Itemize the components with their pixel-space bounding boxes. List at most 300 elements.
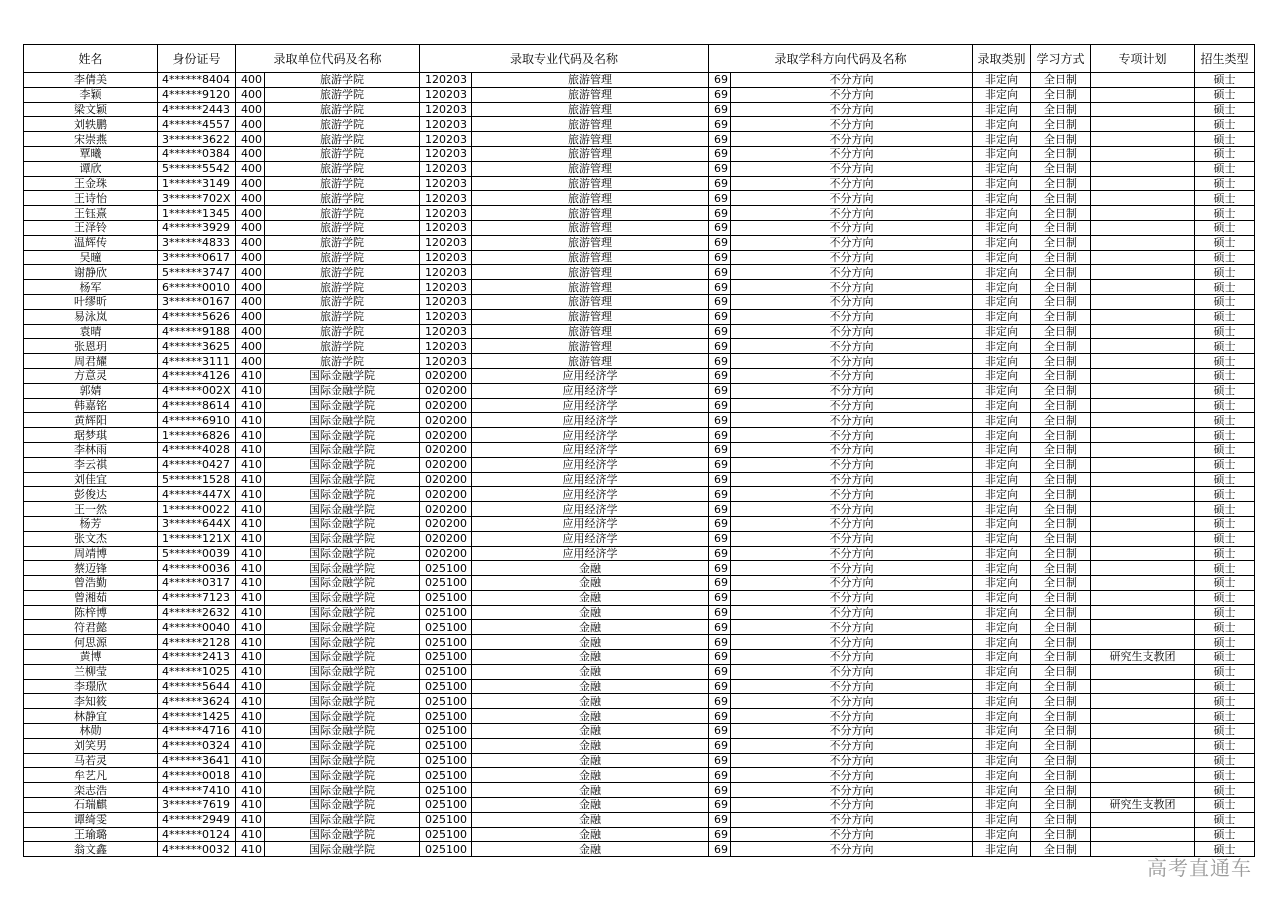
table-row bbox=[24, 620, 1255, 635]
study-mode: 全日制 bbox=[1031, 546, 1091, 561]
unit-name: 国际金融学院 bbox=[265, 753, 420, 768]
student-name: 马若灵 bbox=[24, 753, 158, 768]
id-number: 3******0617 bbox=[158, 250, 236, 265]
study-mode: 全日制 bbox=[1031, 827, 1091, 842]
special-plan bbox=[1091, 339, 1195, 354]
study-mode: 全日制 bbox=[1031, 383, 1091, 398]
major-code: 120203 bbox=[420, 309, 472, 324]
direction-name: 不分方向 bbox=[731, 413, 973, 428]
special-plan bbox=[1091, 265, 1195, 280]
major-name: 金融 bbox=[472, 738, 709, 753]
direction-name: 不分方向 bbox=[731, 738, 973, 753]
id-number: 4******5626 bbox=[158, 309, 236, 324]
direction-code: 69 bbox=[709, 102, 731, 117]
direction-code: 69 bbox=[709, 442, 731, 457]
direction-code: 69 bbox=[709, 664, 731, 679]
direction-code: 69 bbox=[709, 561, 731, 576]
study-mode: 全日制 bbox=[1031, 250, 1091, 265]
direction-code: 69 bbox=[709, 368, 731, 383]
major-code: 120203 bbox=[420, 132, 472, 147]
unit-code: 400 bbox=[236, 102, 265, 117]
enroll-type: 硕士 bbox=[1195, 576, 1255, 591]
unit-code: 410 bbox=[236, 590, 265, 605]
enroll-type: 硕士 bbox=[1195, 620, 1255, 635]
study-mode: 全日制 bbox=[1031, 457, 1091, 472]
study-mode: 全日制 bbox=[1031, 753, 1091, 768]
special-plan bbox=[1091, 561, 1195, 576]
unit-code: 410 bbox=[236, 516, 265, 531]
student-name: 彭俊达 bbox=[24, 487, 158, 502]
major-code: 120203 bbox=[420, 146, 472, 161]
major-code: 025100 bbox=[420, 679, 472, 694]
direction-name: 不分方向 bbox=[731, 753, 973, 768]
student-name: 张恩玥 bbox=[24, 339, 158, 354]
admission-category: 非定向 bbox=[973, 620, 1031, 635]
major-code: 020200 bbox=[420, 398, 472, 413]
unit-code: 410 bbox=[236, 768, 265, 783]
table-row bbox=[24, 339, 1255, 354]
study-mode: 全日制 bbox=[1031, 531, 1091, 546]
enroll-type: 硕士 bbox=[1195, 161, 1255, 176]
major-name: 旅游管理 bbox=[472, 294, 709, 309]
direction-code: 69 bbox=[709, 309, 731, 324]
unit-name: 旅游学院 bbox=[265, 161, 420, 176]
major-name: 旅游管理 bbox=[472, 265, 709, 280]
student-name: 温辉传 bbox=[24, 235, 158, 250]
direction-code: 69 bbox=[709, 220, 731, 235]
student-name: 黄辉阳 bbox=[24, 413, 158, 428]
special-plan bbox=[1091, 294, 1195, 309]
special-plan bbox=[1091, 576, 1195, 591]
special-plan bbox=[1091, 502, 1195, 517]
enroll-type: 硕士 bbox=[1195, 324, 1255, 339]
id-number: 4******9188 bbox=[158, 324, 236, 339]
direction-code: 69 bbox=[709, 354, 731, 369]
study-mode: 全日制 bbox=[1031, 191, 1091, 206]
student-name: 李知筱 bbox=[24, 694, 158, 709]
enroll-type: 硕士 bbox=[1195, 413, 1255, 428]
major-code: 120203 bbox=[420, 265, 472, 280]
header-major: 录取专业代码及名称 bbox=[420, 45, 709, 73]
watermark-text: 高考直通车 bbox=[1147, 856, 1252, 880]
enroll-type: 硕士 bbox=[1195, 694, 1255, 709]
student-name: 李颖 bbox=[24, 87, 158, 102]
major-code: 020200 bbox=[420, 487, 472, 502]
student-name: 谢静欣 bbox=[24, 265, 158, 280]
special-plan bbox=[1091, 87, 1195, 102]
direction-name: 不分方向 bbox=[731, 102, 973, 117]
study-mode: 全日制 bbox=[1031, 146, 1091, 161]
admission-category: 非定向 bbox=[973, 502, 1031, 517]
admission-category: 非定向 bbox=[973, 531, 1031, 546]
unit-code: 400 bbox=[236, 220, 265, 235]
enroll-type: 硕士 bbox=[1195, 827, 1255, 842]
major-name: 金融 bbox=[472, 635, 709, 650]
special-plan bbox=[1091, 250, 1195, 265]
student-name: 蔡迈锋 bbox=[24, 561, 158, 576]
study-mode: 全日制 bbox=[1031, 635, 1091, 650]
major-code: 020200 bbox=[420, 442, 472, 457]
id-number: 4******8614 bbox=[158, 398, 236, 413]
major-code: 120203 bbox=[420, 161, 472, 176]
major-code: 020200 bbox=[420, 472, 472, 487]
direction-name: 不分方向 bbox=[731, 812, 973, 827]
student-name: 兰柳莹 bbox=[24, 664, 158, 679]
special-plan bbox=[1091, 472, 1195, 487]
direction-name: 不分方向 bbox=[731, 235, 973, 250]
direction-code: 69 bbox=[709, 73, 731, 88]
unit-code: 400 bbox=[236, 354, 265, 369]
admission-category: 非定向 bbox=[973, 265, 1031, 280]
special-plan bbox=[1091, 812, 1195, 827]
id-number: 4******3624 bbox=[158, 694, 236, 709]
unit-name: 国际金融学院 bbox=[265, 398, 420, 413]
direction-name: 不分方向 bbox=[731, 161, 973, 176]
student-name: 刘轶鹏 bbox=[24, 117, 158, 132]
direction-name: 不分方向 bbox=[731, 664, 973, 679]
special-plan bbox=[1091, 531, 1195, 546]
special-plan bbox=[1091, 280, 1195, 295]
unit-name: 旅游学院 bbox=[265, 73, 420, 88]
special-plan bbox=[1091, 102, 1195, 117]
unit-code: 410 bbox=[236, 635, 265, 650]
major-name: 应用经济学 bbox=[472, 383, 709, 398]
unit-code: 400 bbox=[236, 117, 265, 132]
enroll-type: 硕士 bbox=[1195, 768, 1255, 783]
major-code: 120203 bbox=[420, 117, 472, 132]
major-code: 025100 bbox=[420, 724, 472, 739]
special-plan bbox=[1091, 516, 1195, 531]
major-name: 应用经济学 bbox=[472, 516, 709, 531]
unit-code: 410 bbox=[236, 798, 265, 813]
major-code: 025100 bbox=[420, 798, 472, 813]
table-row bbox=[24, 117, 1255, 132]
unit-name: 旅游学院 bbox=[265, 294, 420, 309]
direction-code: 69 bbox=[709, 798, 731, 813]
direction-code: 69 bbox=[709, 827, 731, 842]
major-name: 金融 bbox=[472, 561, 709, 576]
admission-category: 非定向 bbox=[973, 161, 1031, 176]
unit-code: 410 bbox=[236, 783, 265, 798]
major-code: 025100 bbox=[420, 650, 472, 665]
table-row bbox=[24, 457, 1255, 472]
id-number: 1******0022 bbox=[158, 502, 236, 517]
major-name: 金融 bbox=[472, 783, 709, 798]
admission-category: 非定向 bbox=[973, 132, 1031, 147]
unit-name: 国际金融学院 bbox=[265, 605, 420, 620]
special-plan bbox=[1091, 146, 1195, 161]
major-name: 金融 bbox=[472, 590, 709, 605]
admission-category: 非定向 bbox=[973, 590, 1031, 605]
direction-name: 不分方向 bbox=[731, 354, 973, 369]
unit-code: 400 bbox=[236, 191, 265, 206]
major-code: 025100 bbox=[420, 842, 472, 857]
study-mode: 全日制 bbox=[1031, 398, 1091, 413]
id-number: 1******3149 bbox=[158, 176, 236, 191]
special-plan bbox=[1091, 161, 1195, 176]
major-code: 025100 bbox=[420, 783, 472, 798]
table-row bbox=[24, 679, 1255, 694]
id-number: 4******8404 bbox=[158, 73, 236, 88]
study-mode: 全日制 bbox=[1031, 265, 1091, 280]
enroll-type: 硕士 bbox=[1195, 442, 1255, 457]
table-row bbox=[24, 428, 1255, 443]
enroll-type: 硕士 bbox=[1195, 206, 1255, 221]
unit-code: 410 bbox=[236, 605, 265, 620]
admission-category: 非定向 bbox=[973, 561, 1031, 576]
table-row bbox=[24, 280, 1255, 295]
id-number: 4******0032 bbox=[158, 842, 236, 857]
special-plan bbox=[1091, 709, 1195, 724]
enroll-type: 硕士 bbox=[1195, 339, 1255, 354]
student-name: 杨军 bbox=[24, 280, 158, 295]
major-code: 120203 bbox=[420, 87, 472, 102]
unit-code: 400 bbox=[236, 161, 265, 176]
table-row bbox=[24, 664, 1255, 679]
study-mode: 全日制 bbox=[1031, 561, 1091, 576]
major-name: 旅游管理 bbox=[472, 324, 709, 339]
table-row bbox=[24, 798, 1255, 813]
unit-name: 国际金融学院 bbox=[265, 635, 420, 650]
unit-code: 410 bbox=[236, 502, 265, 517]
major-code: 020200 bbox=[420, 457, 472, 472]
study-mode: 全日制 bbox=[1031, 768, 1091, 783]
admission-category: 非定向 bbox=[973, 635, 1031, 650]
enroll-type: 硕士 bbox=[1195, 191, 1255, 206]
unit-name: 国际金融学院 bbox=[265, 679, 420, 694]
unit-code: 410 bbox=[236, 383, 265, 398]
study-mode: 全日制 bbox=[1031, 812, 1091, 827]
direction-name: 不分方向 bbox=[731, 428, 973, 443]
enroll-type: 硕士 bbox=[1195, 176, 1255, 191]
admission-category: 非定向 bbox=[973, 309, 1031, 324]
direction-code: 69 bbox=[709, 812, 731, 827]
major-code: 120203 bbox=[420, 206, 472, 221]
student-name: 林静宜 bbox=[24, 709, 158, 724]
unit-name: 国际金融学院 bbox=[265, 694, 420, 709]
enroll-type: 硕士 bbox=[1195, 561, 1255, 576]
direction-code: 69 bbox=[709, 87, 731, 102]
student-name: 栾志浩 bbox=[24, 783, 158, 798]
enroll-type: 硕士 bbox=[1195, 132, 1255, 147]
unit-code: 410 bbox=[236, 620, 265, 635]
special-plan bbox=[1091, 220, 1195, 235]
direction-name: 不分方向 bbox=[731, 132, 973, 147]
unit-name: 旅游学院 bbox=[265, 191, 420, 206]
id-number: 4******2949 bbox=[158, 812, 236, 827]
admission-category: 非定向 bbox=[973, 206, 1031, 221]
major-code: 020200 bbox=[420, 516, 472, 531]
id-number: 4******0040 bbox=[158, 620, 236, 635]
student-name: 易泳岚 bbox=[24, 309, 158, 324]
student-name: 符君懿 bbox=[24, 620, 158, 635]
special-plan bbox=[1091, 309, 1195, 324]
student-name: 李林雨 bbox=[24, 442, 158, 457]
study-mode: 全日制 bbox=[1031, 620, 1091, 635]
table-row bbox=[24, 235, 1255, 250]
id-number: 4******0427 bbox=[158, 457, 236, 472]
admission-category: 非定向 bbox=[973, 354, 1031, 369]
id-number: 4******4557 bbox=[158, 117, 236, 132]
student-name: 何思源 bbox=[24, 635, 158, 650]
direction-code: 69 bbox=[709, 709, 731, 724]
enroll-type: 硕士 bbox=[1195, 546, 1255, 561]
unit-name: 国际金融学院 bbox=[265, 561, 420, 576]
enroll-type: 硕士 bbox=[1195, 472, 1255, 487]
id-number: 1******6826 bbox=[158, 428, 236, 443]
enroll-type: 硕士 bbox=[1195, 265, 1255, 280]
major-code: 120203 bbox=[420, 176, 472, 191]
admission-category: 非定向 bbox=[973, 176, 1031, 191]
id-number: 3******4833 bbox=[158, 235, 236, 250]
unit-code: 400 bbox=[236, 132, 265, 147]
header-direction: 录取学科方向代码及名称 bbox=[709, 45, 973, 73]
admission-category: 非定向 bbox=[973, 428, 1031, 443]
direction-name: 不分方向 bbox=[731, 117, 973, 132]
admission-category: 非定向 bbox=[973, 235, 1031, 250]
unit-code: 400 bbox=[236, 235, 265, 250]
major-code: 020200 bbox=[420, 413, 472, 428]
unit-name: 国际金融学院 bbox=[265, 472, 420, 487]
direction-name: 不分方向 bbox=[731, 827, 973, 842]
enroll-type: 硕士 bbox=[1195, 502, 1255, 517]
table-row bbox=[24, 546, 1255, 561]
admission-category: 非定向 bbox=[973, 679, 1031, 694]
direction-code: 69 bbox=[709, 605, 731, 620]
study-mode: 全日制 bbox=[1031, 324, 1091, 339]
direction-code: 69 bbox=[709, 235, 731, 250]
special-plan bbox=[1091, 442, 1195, 457]
major-code: 020200 bbox=[420, 428, 472, 443]
major-name: 旅游管理 bbox=[472, 339, 709, 354]
special-plan bbox=[1091, 176, 1195, 191]
major-name: 金融 bbox=[472, 650, 709, 665]
enroll-type: 硕士 bbox=[1195, 383, 1255, 398]
special-plan bbox=[1091, 413, 1195, 428]
major-name: 旅游管理 bbox=[472, 176, 709, 191]
admission-category: 非定向 bbox=[973, 694, 1031, 709]
direction-name: 不分方向 bbox=[731, 87, 973, 102]
student-name: 韩嘉铭 bbox=[24, 398, 158, 413]
study-mode: 全日制 bbox=[1031, 664, 1091, 679]
student-name: 吴曈 bbox=[24, 250, 158, 265]
unit-code: 410 bbox=[236, 650, 265, 665]
direction-name: 不分方向 bbox=[731, 842, 973, 857]
enroll-type: 硕士 bbox=[1195, 635, 1255, 650]
admission-category: 非定向 bbox=[973, 753, 1031, 768]
unit-name: 国际金融学院 bbox=[265, 664, 420, 679]
header-study-mode: 学习方式 bbox=[1031, 45, 1091, 73]
student-name: 王瑜璐 bbox=[24, 827, 158, 842]
unit-name: 旅游学院 bbox=[265, 309, 420, 324]
unit-name: 国际金融学院 bbox=[265, 724, 420, 739]
id-number: 5******3747 bbox=[158, 265, 236, 280]
table-row bbox=[24, 161, 1255, 176]
id-number: 5******5542 bbox=[158, 161, 236, 176]
enroll-type: 硕士 bbox=[1195, 724, 1255, 739]
header-id-number: 身份证号 bbox=[158, 45, 236, 73]
direction-name: 不分方向 bbox=[731, 709, 973, 724]
student-name: 覃曦 bbox=[24, 146, 158, 161]
unit-name: 国际金融学院 bbox=[265, 531, 420, 546]
direction-name: 不分方向 bbox=[731, 768, 973, 783]
id-number: 4******0324 bbox=[158, 738, 236, 753]
special-plan bbox=[1091, 679, 1195, 694]
study-mode: 全日制 bbox=[1031, 87, 1091, 102]
direction-code: 69 bbox=[709, 176, 731, 191]
id-number: 4******3641 bbox=[158, 753, 236, 768]
major-name: 金融 bbox=[472, 827, 709, 842]
student-name: 王钰熹 bbox=[24, 206, 158, 221]
direction-name: 不分方向 bbox=[731, 339, 973, 354]
major-name: 应用经济学 bbox=[472, 368, 709, 383]
id-number: 3******7619 bbox=[158, 798, 236, 813]
table-row bbox=[24, 635, 1255, 650]
table-row bbox=[24, 102, 1255, 117]
major-code: 025100 bbox=[420, 561, 472, 576]
direction-code: 69 bbox=[709, 768, 731, 783]
unit-code: 410 bbox=[236, 812, 265, 827]
study-mode: 全日制 bbox=[1031, 679, 1091, 694]
study-mode: 全日制 bbox=[1031, 132, 1091, 147]
unit-code: 400 bbox=[236, 324, 265, 339]
special-plan bbox=[1091, 191, 1195, 206]
unit-name: 国际金融学院 bbox=[265, 413, 420, 428]
unit-code: 410 bbox=[236, 827, 265, 842]
unit-code: 400 bbox=[236, 146, 265, 161]
direction-name: 不分方向 bbox=[731, 487, 973, 502]
special-plan bbox=[1091, 368, 1195, 383]
enroll-type: 硕士 bbox=[1195, 146, 1255, 161]
special-plan bbox=[1091, 383, 1195, 398]
study-mode: 全日制 bbox=[1031, 294, 1091, 309]
major-name: 旅游管理 bbox=[472, 161, 709, 176]
major-name: 应用经济学 bbox=[472, 398, 709, 413]
unit-code: 410 bbox=[236, 709, 265, 724]
id-number: 3******0167 bbox=[158, 294, 236, 309]
enroll-type: 硕士 bbox=[1195, 798, 1255, 813]
id-number: 1******1345 bbox=[158, 206, 236, 221]
study-mode: 全日制 bbox=[1031, 487, 1091, 502]
direction-name: 不分方向 bbox=[731, 191, 973, 206]
student-name: 周靖博 bbox=[24, 546, 158, 561]
student-name: 陈梓博 bbox=[24, 605, 158, 620]
unit-code: 410 bbox=[236, 694, 265, 709]
major-code: 025100 bbox=[420, 620, 472, 635]
direction-code: 69 bbox=[709, 383, 731, 398]
admission-category: 非定向 bbox=[973, 472, 1031, 487]
table-row bbox=[24, 309, 1255, 324]
admission-category: 非定向 bbox=[973, 117, 1031, 132]
direction-code: 69 bbox=[709, 620, 731, 635]
study-mode: 全日制 bbox=[1031, 280, 1091, 295]
unit-name: 国际金融学院 bbox=[265, 546, 420, 561]
major-name: 旅游管理 bbox=[472, 87, 709, 102]
direction-name: 不分方向 bbox=[731, 265, 973, 280]
student-name: 曾浩勤 bbox=[24, 576, 158, 591]
admission-category: 非定向 bbox=[973, 546, 1031, 561]
study-mode: 全日制 bbox=[1031, 73, 1091, 88]
id-number: 4******3929 bbox=[158, 220, 236, 235]
student-name: 刘佳宜 bbox=[24, 472, 158, 487]
student-name: 郭婧 bbox=[24, 383, 158, 398]
admission-category: 非定向 bbox=[973, 442, 1031, 457]
direction-name: 不分方向 bbox=[731, 724, 973, 739]
id-number: 4******447X bbox=[158, 487, 236, 502]
admission-category: 非定向 bbox=[973, 398, 1031, 413]
enroll-type: 硕士 bbox=[1195, 235, 1255, 250]
special-plan bbox=[1091, 398, 1195, 413]
